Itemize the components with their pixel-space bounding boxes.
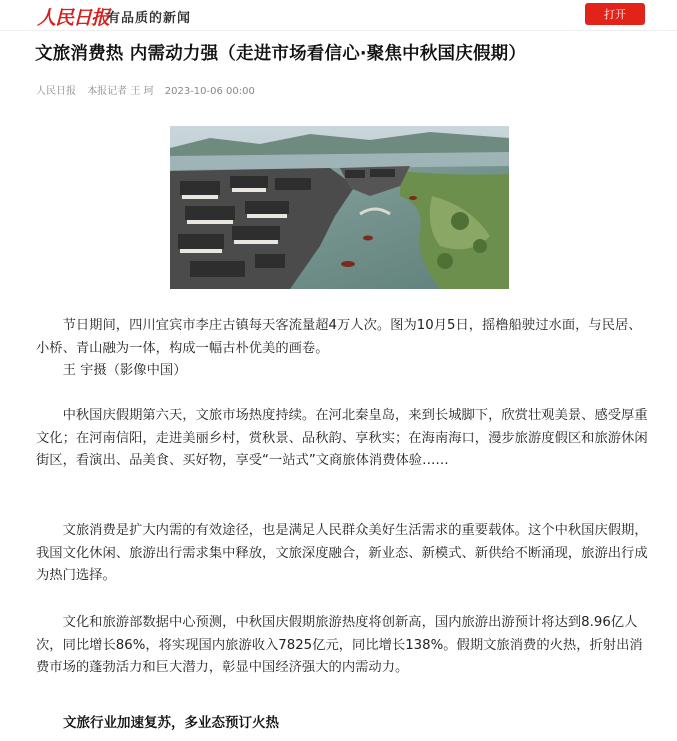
article-paragraph-1: 中秋国庆假期第六天，文旅市场热度持续。在河北秦皇岛，来到长城脚下，欣赏壮观美景、感受厚重文化；在河南信阳，走进美丽乡村，赏秋景、品秋韵、享秋实；在海南海口，漫步旅游度假区和旅游休闲街区，看演出、品美食、买好物，享受“一站式”文商旅体消费体验……: [36, 408, 648, 468]
article-date: 2023-10-06 00:00: [164, 86, 255, 97]
section-subheading: 文旅行业加速复苏，多业态预订火热: [63, 715, 279, 731]
brand-logo[interactable]: 人民日报: [37, 7, 110, 29]
brand-slogan: 有品质的新闻: [107, 11, 192, 26]
top-bar: [0, 0, 677, 31]
article-title: 文旅消费热 内需动力强（走进市场看信心·聚焦中秋国庆假期）: [35, 44, 527, 64]
article-author: 本报记者 王 珂: [87, 86, 154, 97]
article-paragraph-2: 文旅消费是扩大内需的有效途径，也是满足人民群众美好生活需求的重要载体。这个中秋国庆假期，我国文化休闲、旅游出行需求集中释放，文旅深度融合，新业态、新模式、新供给不断涌现，旅游出行成为热门选择。: [36, 523, 648, 583]
photo-caption: 节日期间，四川宜宾市李庄古镇每天客流量超4万人次。图为10月5日，摇橹船驶过水面，与民居、小桥、青山融为一体，构成一幅古朴优美的画卷。: [36, 318, 642, 356]
photo-credit: 王 宇摄（影像中国）: [62, 363, 187, 378]
open-app-button[interactable]: 打开: [585, 3, 645, 25]
article-paragraph-3: 文化和旅游部数据中心预测，中秋国庆假期旅游热度将创新高，国内旅游出游预计将达到8.96亿人次，同比增长86%，将实现国内旅游收入7825亿元，同比增长138%。假期文旅消费的火热，折射出消费市场的蓬勃活力和巨大潜力，彰显中国经济强大的内需动力。: [36, 615, 643, 675]
article-source: 人民日报: [36, 86, 76, 97]
article-meta: [36, 82, 263, 97]
article-photo: [170, 126, 509, 289]
